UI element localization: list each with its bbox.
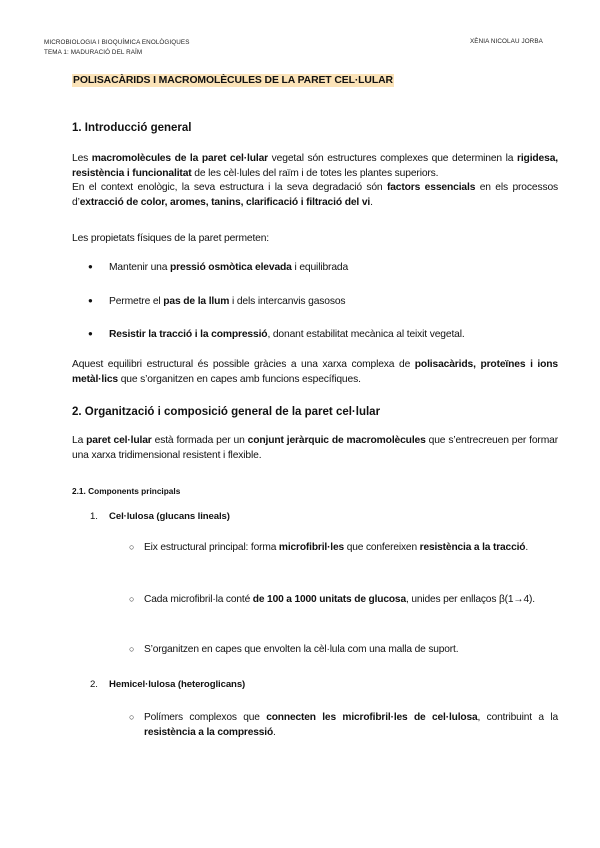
sub-bullet-text — [144, 643, 558, 658]
bullet-text: Permetre el pas de la llum i dels intercanvis gasosos — [109, 296, 346, 307]
sub-bullet-content: S’organitzen en capes que envolten la cèl·lula com una malla de suport. — [144, 644, 459, 655]
sub-bullet-text — [144, 593, 558, 608]
section-1-heading: 1. Introducció general — [72, 122, 192, 134]
circle-bullet-icon: ○ — [129, 594, 135, 604]
course-name: MICROBIOLOGIA I BIOQUÍMICA ENOLÒGIQUES — [44, 39, 190, 46]
sub-bullet — [129, 712, 144, 723]
running-header-left — [44, 38, 190, 57]
bullet-item — [88, 329, 465, 340]
equilibrium-text: Aquest equilibri estructural és possible gràcies a una xarxa complexa de polisacàrids, proteïnes i ions metàl·lics que s’organitzen en capes amb funcions específiques. — [72, 359, 558, 385]
sub-bullet-content: Eix estructural principal: forma microfibril·les que confereixen resistència a la tracció. — [144, 542, 529, 553]
component-item-2 — [90, 679, 245, 690]
item-label: Cel·lulosa (glucans lineals) — [109, 511, 230, 522]
subsection-heading: 2.1. Components principals — [72, 486, 181, 496]
item-number: 1. — [90, 511, 98, 522]
item-label: Hemicel·lulosa (heteroglicans) — [109, 679, 246, 690]
organization-text: La paret cel·lular està formada per un conjunt jeràrquic de macromolècules que s’entrecreuen per formar una xarxa tridimensional resistent i flexible. — [72, 435, 558, 461]
bullet-text: Mantenir una pressió osmòtica elevada i equilibrada — [109, 262, 349, 273]
author-name: XÈNIA NICOLAU JORBA — [470, 38, 543, 45]
sub-bullet-content: Cada microfibril·la conté de 100 a 1000 unitats de glucosa, unides per enllaços β(1→4). — [144, 594, 535, 605]
bullet-item — [88, 296, 345, 307]
circle-bullet-icon: ○ — [129, 644, 135, 654]
properties-intro: Les propietats físiques de la paret permeten: — [72, 233, 270, 244]
document-title: POLISACÀRIDS I MACROMOLÈCULES DE LA PARET CEL·LULAR — [73, 75, 393, 86]
bullet-icon: ● — [88, 262, 93, 271]
sub-bullet-text — [144, 541, 558, 556]
topic-name: TEMA 1: MADURACIÓ DEL RAÏM — [44, 48, 143, 56]
sub-bullet-content: Polímers complexos que connecten les microfibril·les de cel·lulosa, contribuint a la resistència a la compressió. — [144, 712, 558, 738]
component-item-1 — [90, 511, 230, 522]
intro-sentence-1: Les macromolècules de la paret cel·lular vegetal són estructures complexes que determinen la rigidesa, resistència i funcionalitat de les cèl·lules del raïm i de totes les plantes superiors. — [72, 153, 558, 179]
sub-bullet — [129, 644, 144, 655]
item-number: 2. — [90, 679, 98, 690]
bullet-icon: ● — [88, 329, 93, 338]
sub-bullet-text — [144, 711, 558, 741]
intro-paragraph — [72, 152, 558, 210]
organization-paragraph — [72, 434, 558, 463]
section-2-heading: 2. Organització i composició general de la paret cel·lular — [72, 406, 381, 418]
equilibrium-paragraph — [72, 358, 558, 387]
circle-bullet-icon: ○ — [129, 712, 135, 722]
bullet-text: Resistir la tracció i la compressió, donant estabilitat mecànica al teixit vegetal. — [109, 329, 465, 340]
sub-bullet — [129, 594, 144, 605]
circle-bullet-icon: ○ — [129, 542, 135, 552]
intro-sentence-2: En el context enològic, la seva estructura i la seva degradació són factors essencials en els processos d’extracció de color, aromes, tanins, clarificació i filtració del vi. — [72, 182, 559, 208]
bullet-item — [88, 262, 348, 273]
bullet-icon: ● — [88, 296, 93, 305]
sub-bullet — [129, 542, 144, 553]
